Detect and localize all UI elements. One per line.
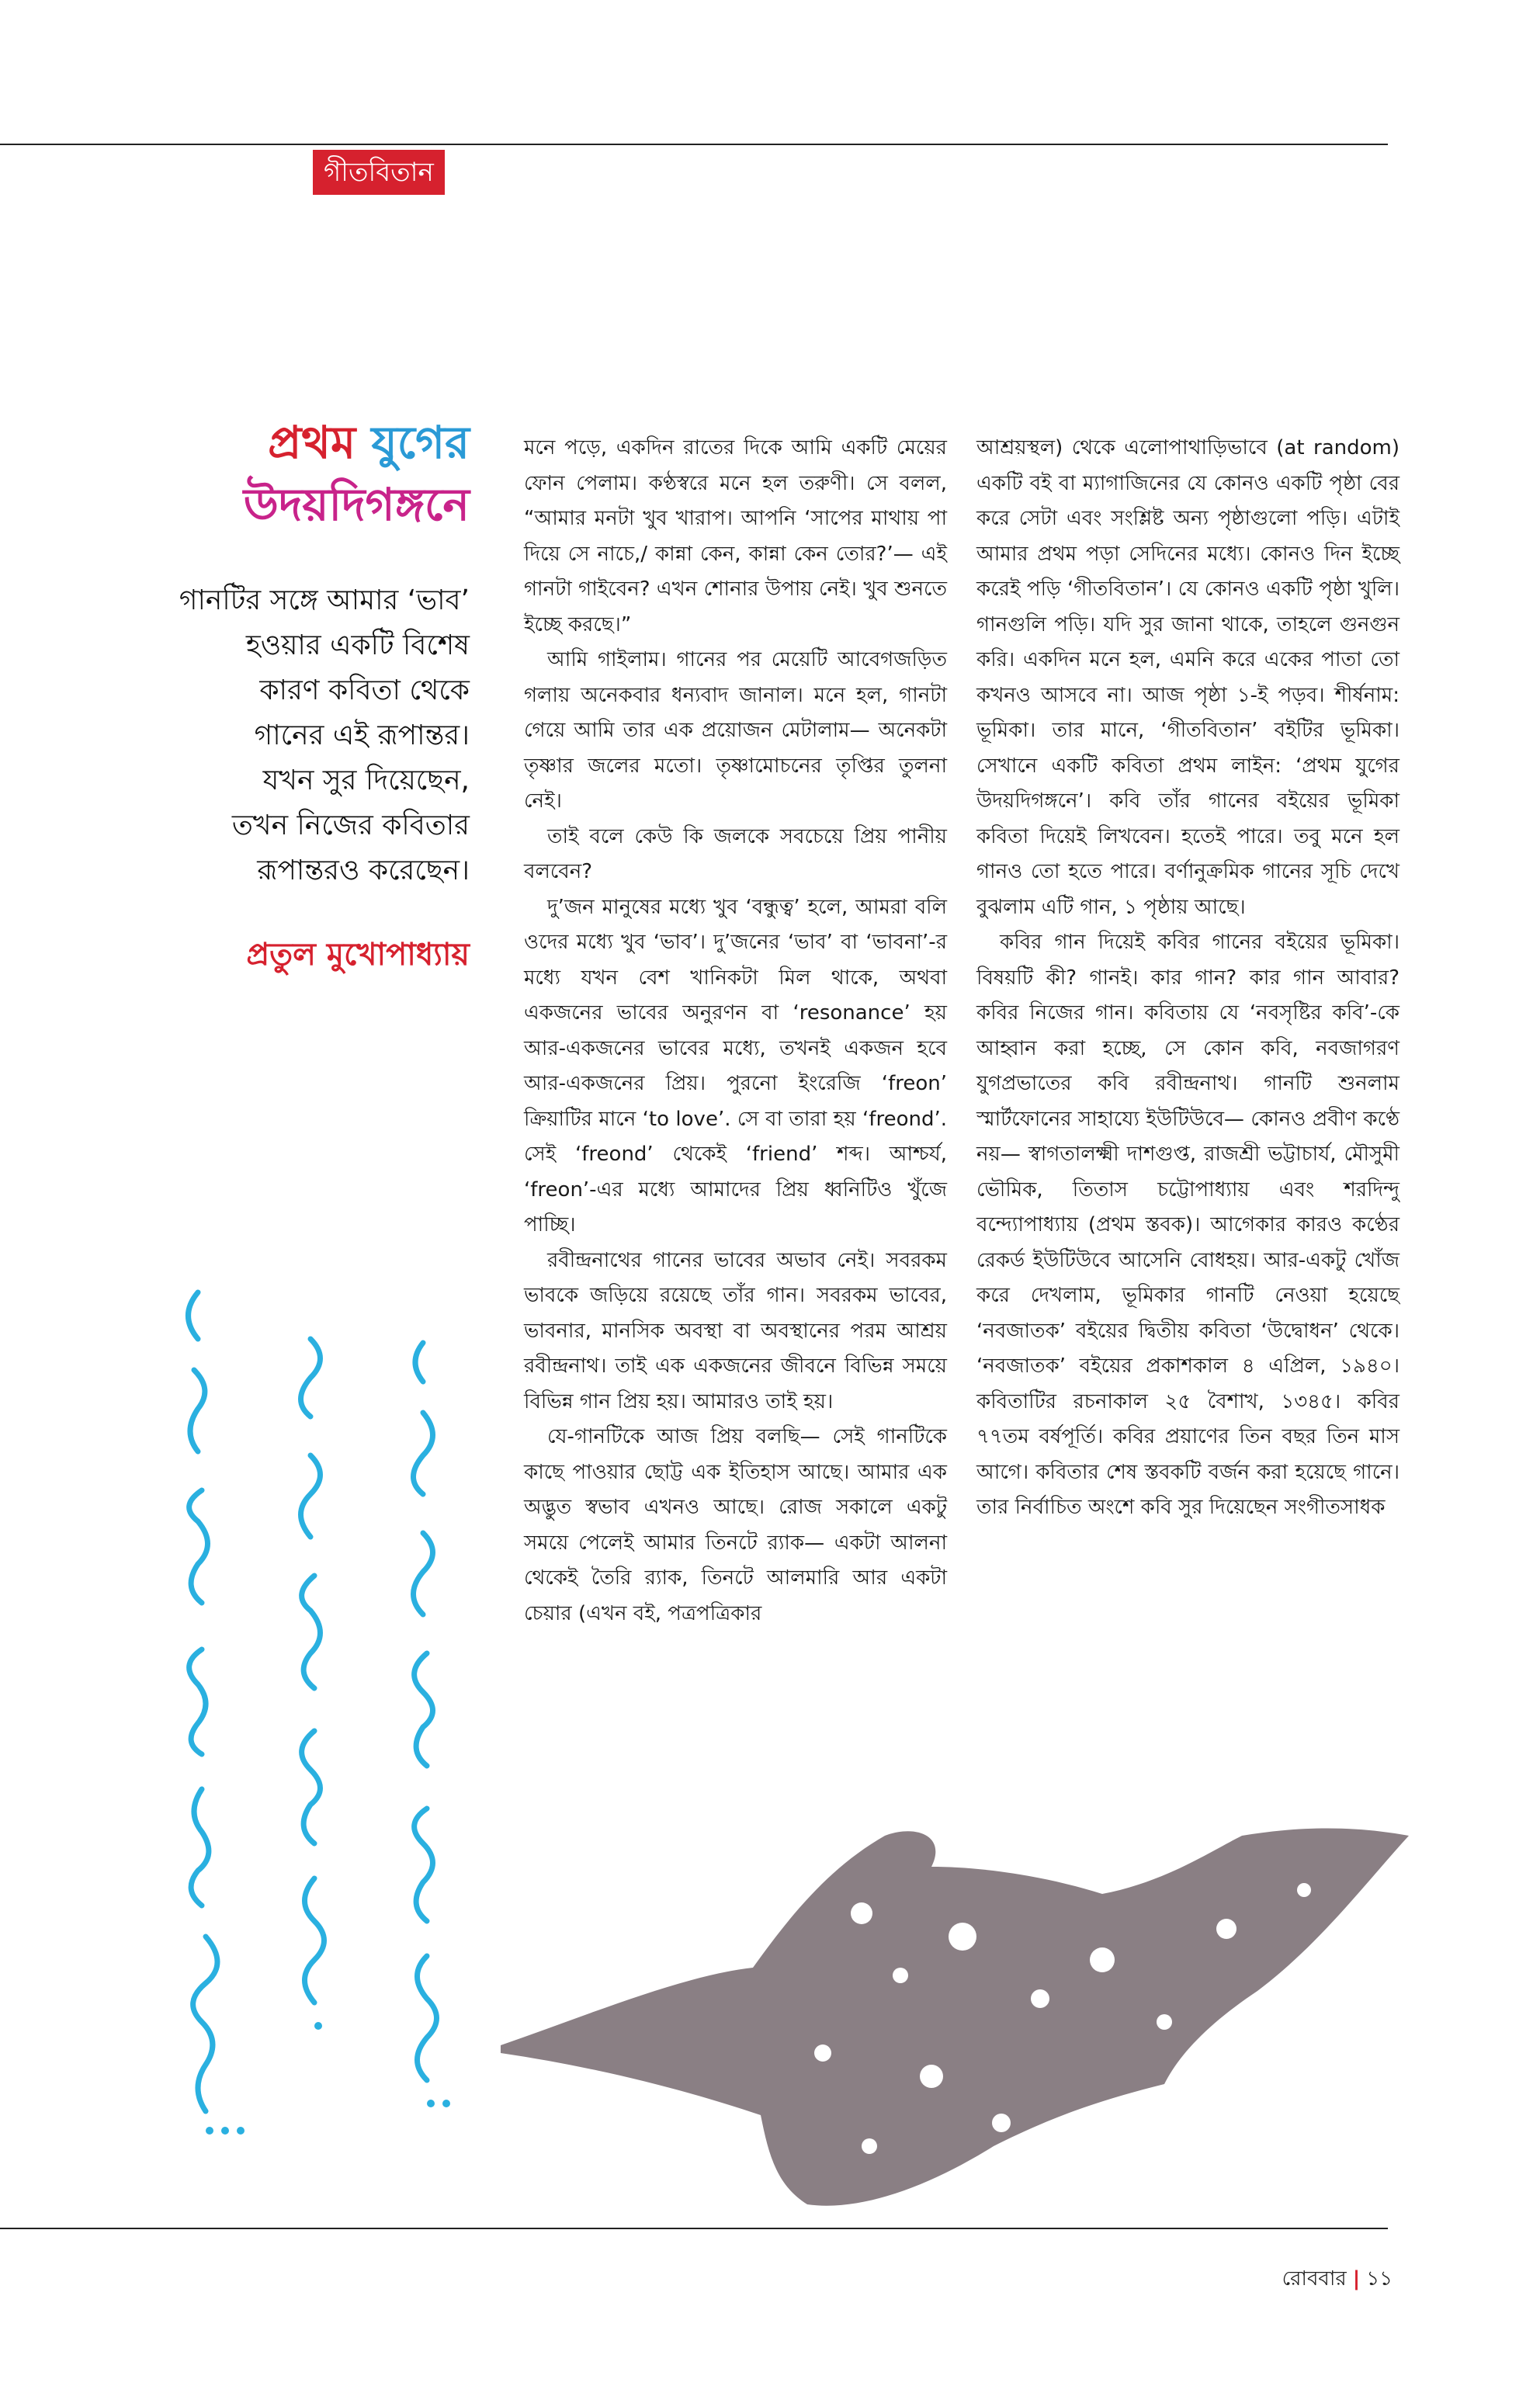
bird-texture: [862, 2138, 877, 2154]
bird-texture: [1031, 1989, 1049, 2008]
body-paragraph: আশ্রয়স্থল) থেকে এলোপাথাড়িভাবে (at random) একটি বই বা ম্যাগাজিনের যে কোনও একটি পৃষ্ঠা বের করে সেটা এবং সংশ্লিষ্ট অন্য পৃষ্ঠাগুলো পড়ি। এটাই আমার প্রথম পড়া সেদিনের মধ্যে। কোনও দিন ইচ্ছে করেই পড়ি ‘গীতবিতান’। যে কোনও একটি পৃষ্ঠা খুলি। গানগুলি পড়ি। যদি সুর জানা থাকে, তাহলে গুনগুন করি। একদিন মনে হল, এমনি করে একের পাতা তো কখনও আসবে না। আজ পৃষ্ঠা ১-ই পড়ব। শীর্ষনাম: ভূমিকা। তার মানে, ‘গীতবিতান’ বইটির ভূমিকা। সেখানে একটি কবিতা প্রথম লাইন: ‘প্রথম যুগের উদয়দিগঙ্গনে’। কবি তাঁর গানের বইয়ের ভূমিকা কবিতা দিয়েই লিখবেন। হতেই পারে। তবু মনে হল গানও তো হতে পারে। বর্ণানুক্রমিক গানের সূচি দেখে বুঝলাম এটি গান, ১ পৃষ্ঠায় আছে।: [976, 436, 1400, 919]
footer-separator: |: [1352, 2267, 1361, 2291]
body-paragraph: দু’জন মানুষের মধ্যে খুব ‘বন্ধুত্ব’ হলে, আমরা বলি ওদের মধ্যে খুব ‘ভাব’। দু’জনের ‘ভাব’ বা ‘ভাবনা’-র মধ্যে যখন বেশ খানিকটা মিল থাকে, অথবা একজনের ভাবের অনুরণন বা ‘resonance’ হয় আর-একজনের ভাবের মধ্যে, তখনই একজন হবে আর-একজনের প্রিয়। পুরনো ইংরেজি ‘freon’ ক্রিয়াটির মানে ‘to love’. সে বা তারা হয় ‘freond’. সেই ‘freond’ থেকেই ‘friend’ শব্দ। আশ্চর্য, ‘freon’-এর মধ্যে আমাদের প্রিয় ধ্বনিটিও খুঁজে পাচ্ছি।: [524, 895, 947, 1236]
body-column-1: [524, 431, 947, 1632]
bird-texture: [920, 2065, 943, 2088]
bird-texture: [851, 1902, 872, 1924]
body-column-2: [976, 431, 1400, 1526]
bird-texture: [1297, 1883, 1311, 1897]
body-paragraph: আমি গাইলাম। গানের পর মেয়েটি আবেগজড়িত গলায় অনেকবার ধন্যবাদ জানাল। মনে হল, গানটা গেয়ে আমি তার এক প্রয়োজন মেটালাম— অনেকটা তৃষ্ণার জলের মতো। তৃষ্ণামোচনের তৃপ্তির তুলনা নেই।: [524, 648, 947, 813]
bottom-rule: [0, 2228, 1388, 2229]
bird-illustration: [497, 1820, 1413, 2216]
page-footer: [1282, 2263, 1393, 2297]
standfirst-line: রূপান্তরও করেছেন।: [257, 855, 470, 886]
bird-texture: [814, 2044, 831, 2062]
body-paragraph: যে-গানটিকে আজ প্রিয় বলছি— সেই গানটিকে কাছে পাওয়ার ছোট্ট এক ইতিহাস আছে। আমার এক অদ্ভুত স্বভাব এখনও আছে। রোজ সকালে একটু সময়ে পেলেই আমার তিনটে র‍্যাক— একটা আলনা থেকেই তৈরি র‍্যাক, তিনটে আলমারি আর একটা চেয়ার (এখন বই, পত্রপত্রিকার: [524, 1425, 947, 1625]
standfirst: [116, 578, 470, 893]
bird-texture: [1216, 1919, 1237, 1939]
title-line-2: উদয়দিগঙ্গনে: [243, 478, 470, 531]
standfirst-line: গানের এই রূপান্তর।: [254, 720, 470, 751]
top-rule: [0, 144, 1388, 145]
handwritten-lyrics-image: [140, 1180, 505, 2142]
handwriting-dot: [221, 2127, 229, 2135]
standfirst-line: কারণ কবিতা থেকে: [259, 675, 470, 706]
bird-shape: [501, 1829, 1409, 2206]
handwriting-dot: [427, 2100, 435, 2107]
article-title: [163, 411, 470, 536]
bird-texture: [1157, 2014, 1172, 2030]
author-name: প্রতুল মুখোপাধ্যায়: [246, 937, 470, 973]
standfirst-line: তখন নিজের কবিতার: [231, 810, 470, 841]
handwriting-dot: [206, 2127, 213, 2135]
bird-texture: [1090, 1947, 1115, 1972]
body-paragraph: মনে পড়ে, একদিন রাতের দিকে আমি একটি মেয়ের ফোন পেলাম। কণ্ঠস্বরে মনে হল তরুণী। সে বলল, “আমার মনটা খুব খারাপ। আপনি ‘সাপের মাথায় পা দিয়ে সে নাচে,/ কান্না কেন, কান্না কেন তোর?’— এই গানটা গাইবেন? এখন শোনার উপায় নেই। খুব শুনতে ইচ্ছে করছে।”: [524, 436, 947, 636]
standfirst-line: যখন সুর দিয়েছেন,: [262, 765, 470, 796]
handwriting-dot: [442, 2100, 450, 2107]
title-word-2: যুগের: [371, 416, 470, 469]
body-paragraph: তাই বলে কেউ কি জলকে সবচেয়ে প্রিয় পানীয় বলবেন?: [524, 824, 947, 883]
bird-texture: [992, 2114, 1011, 2132]
handwriting-dot: [237, 2127, 245, 2135]
magazine-name: রোববার: [1282, 2267, 1347, 2291]
bird-texture: [949, 1923, 976, 1951]
page-number: ১১: [1366, 2267, 1393, 2291]
section-tag: গীতবিতান: [313, 150, 445, 195]
handwriting-dot: [314, 2022, 322, 2030]
standfirst-line: হওয়ার একটি বিশেষ: [245, 629, 470, 661]
standfirst-line: গানটির সঙ্গে আমার ‘ভাব’: [179, 584, 470, 616]
title-word-1: প্রথম: [268, 416, 356, 469]
handwriting-stroke: [414, 1343, 437, 2080]
body-paragraph: কবির গান দিয়েই কবির গানের বইয়ের ভূমিকা। বিষয়টি কী? গানই। কার গান? কার গান আবার? কবির নিজের গান। কবিতায় যে ‘নবসৃষ্টির কবি’-কে আহ্বান করা হচ্ছে, সে কোন কবি, নবজাগরণ যুগপ্রভাতের কবি রবীন্দ্রনাথ। গানটি শুনলাম স্মার্টফোনের সাহায্যে ইউটিউবে— কোনও প্রবীণ কণ্ঠে নয়— স্বাগতালক্ষ্মী দাশগুপ্ত, রাজশ্রী ভট্টাচার্য, মৌসুমী ভৌমিক, তিতাস চট্টোপাধ্যায় এবং শরদিন্দু বন্দ্যোপাধ্যায় (প্রথম স্তবক)। আগেকার কারও কণ্ঠের রেকর্ড ইউটিউবে আসেনি বোধহয়। আর-একটু খোঁজ করে দেখলাম, ভূমিকার গানটি নেওয়া হয়েছে ‘নবজাতক’ বইয়ের দ্বিতীয় কবিতা ‘উদ্বোধন’ থেকে। ‘নবজাতক’ বইয়ের প্রকাশকাল ৪ এপ্রিল, ১৯৪০। কবিতাটির রচনাকাল ২৫ বৈশাখ, ১৩৪৫। কবির ৭৭তম বর্ষপূর্তি। কবির প্রয়াণের তিন বছর তিন মাস আগে। কবিতার শেষ স্তবকটি বর্জন করা হয়েছে গানে। তার নির্বাচিত অংশে কবি সুর দিয়েছেন সংগীতসাধক: [976, 931, 1400, 1519]
handwriting-stroke: [301, 1339, 324, 2003]
bird-texture: [893, 1968, 908, 1983]
body-paragraph: রবীন্দ্রনাথের গানের ভাবের অভাব নেই। সবরকম ভাবকে জড়িয়ে রয়েছে তাঁর গান। সবরকম ভাবের, ভাবনার, মানসিক অবস্থা বা অবস্থানের পরম আশ্রয় রবীন্দ্রনাথ। তাই এক একজনের জীবনে বিভিন্ন সময়ে বিভিন্ন গান প্রিয় হয়। আমারও তাই হয়।: [524, 1248, 947, 1413]
handwriting-stroke: [189, 1292, 218, 2111]
